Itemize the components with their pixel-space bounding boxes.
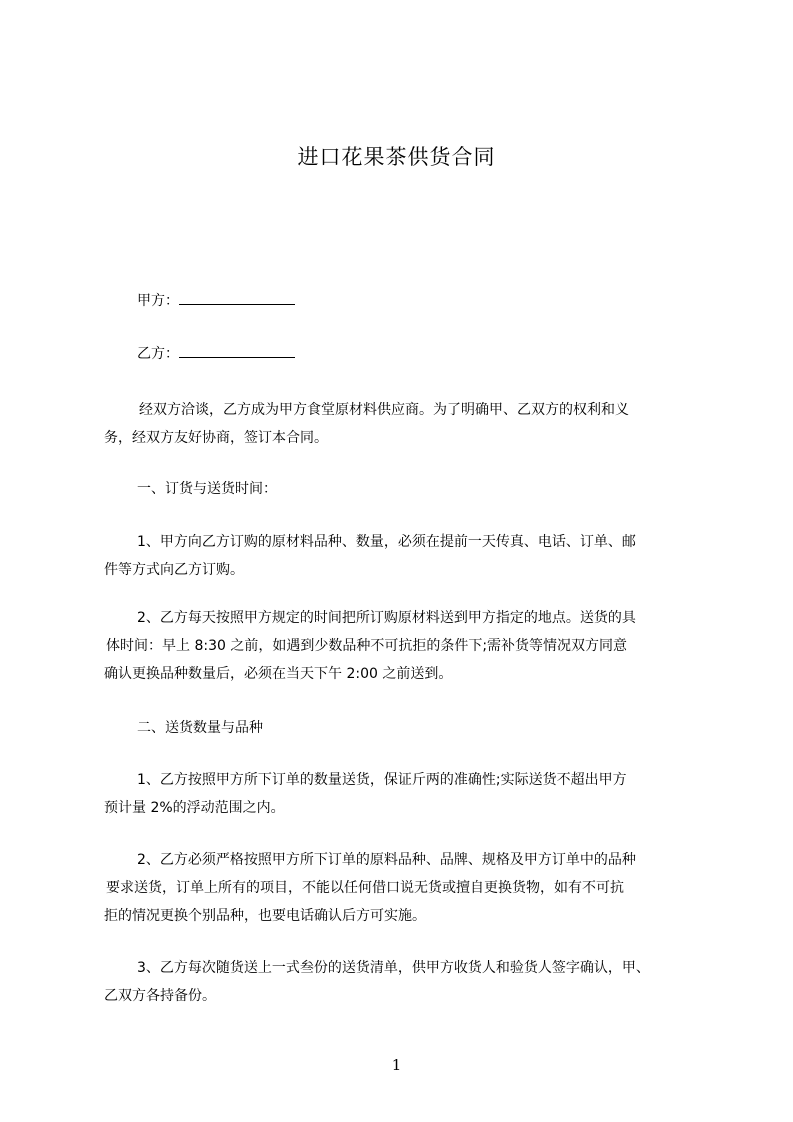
party-a-label: 甲方： bbox=[137, 293, 179, 309]
section-2-item-3-line-2: 乙双方各持备份。 bbox=[104, 988, 216, 1004]
section-1-item-1-line-2: 件等方式向乙方订购。 bbox=[104, 562, 244, 578]
section-1-item-2-line-2: 体时间：早上 8:30 之前，如遇到少数品种不可抗拒的条件下;需补货等情况双方同意 bbox=[106, 638, 628, 654]
section-2-item-1-line-1: 1、乙方按照甲方所下订单的数量送货，保证斤两的准确性;实际送货不超出甲方 bbox=[137, 772, 627, 788]
section-2-item-2-line-3: 拒的情况更换个别品种，也要电话确认后方可实施。 bbox=[104, 908, 426, 924]
section-1-item-2-line-1: 2、乙方每天按照甲方规定的时间把所订购原材料送到甲方指定的地点。送货的具 bbox=[137, 610, 636, 626]
party-a-blank bbox=[179, 291, 295, 305]
party-a-line bbox=[137, 289, 295, 313]
party-b-label: 乙方： bbox=[137, 346, 179, 362]
section-2-item-2-line-2: 要求送货，订单上所有的项目，不能以任何借口说无货或擅自更换货物，如有不可抗 bbox=[106, 880, 624, 896]
section-1-item-1-line-1: 1、甲方向乙方订购的原材料品种、数量，必须在提前一天传真、电话、订单、邮 bbox=[137, 534, 636, 550]
party-b-line bbox=[137, 342, 295, 366]
section-2-heading: 二、送货数量与品种 bbox=[137, 720, 263, 736]
section-1-heading: 一、订货与送货时间： bbox=[137, 481, 277, 497]
section-2-item-1-line-2: 预计量 2%的浮动范围之内。 bbox=[104, 800, 285, 816]
document-title: 进口花果茶供货合同 bbox=[297, 145, 496, 169]
section-2-item-2-line-1: 2、乙方必须严格按照甲方所下订单的原料品种、品牌、规格及甲方订单中的品种 bbox=[137, 852, 636, 868]
intro-line-1: 经双方洽谈，乙方成为甲方食堂原材料供应商。为了明确甲、乙双方的权利和义 bbox=[139, 402, 629, 418]
intro-line-2: 务，经双方友好协商，签订本合同。 bbox=[104, 430, 328, 446]
page-number: 1 bbox=[391, 1056, 402, 1074]
party-b-blank bbox=[179, 344, 295, 358]
section-1-item-2-line-3: 确认更换品种数量后，必须在当天下午 2:00 之前送到。 bbox=[104, 666, 453, 682]
section-2-item-3-line-1: 3、乙方每次随货送上一式叁份的送货清单，供甲方收货人和验货人签字确认，甲、 bbox=[137, 960, 650, 976]
